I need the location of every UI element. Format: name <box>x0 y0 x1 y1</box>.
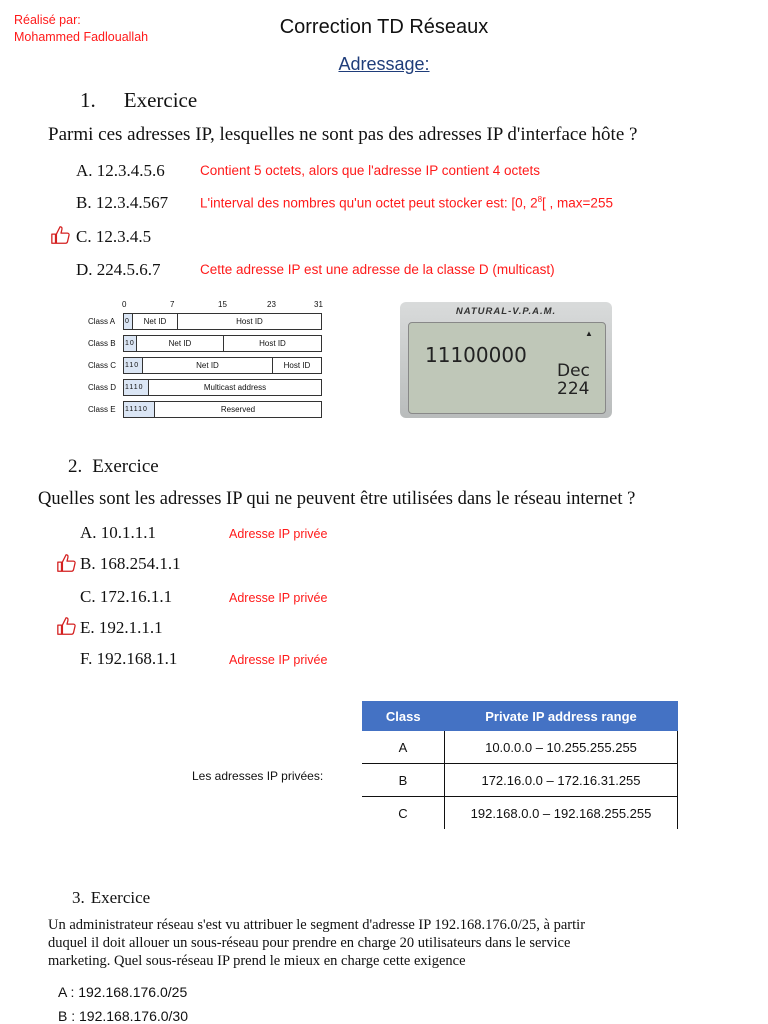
exercise1-option-b: B. 12.3.4.567 <box>76 193 169 212</box>
calculator-cursor-icon: ▲ <box>585 329 593 338</box>
class-b-net: Net ID <box>136 336 224 351</box>
exercise3-number: 3. <box>72 888 85 907</box>
calculator-screen <box>408 322 606 414</box>
exercise1-option-a: A. 12.3.4.5.6 <box>76 161 165 180</box>
ip-class-diagram <box>82 298 332 423</box>
class-a-net: Net ID <box>132 314 178 329</box>
exercise1-option-d: D. 224.5.6.7 <box>76 260 161 279</box>
author-label: Réalisé par: <box>14 13 81 27</box>
class-d-multicast: Multicast address <box>148 380 321 395</box>
bit-tick: 0 <box>122 300 127 309</box>
class-e-reserved: Reserved <box>154 402 321 417</box>
thumbs-up-icon <box>56 552 78 579</box>
exercise2-option-e: E. 192.1.1.1 <box>80 618 163 637</box>
exercise2-question: Quelles sont les adresses IP qui ne peuvent être utilisées dans le réseau internet ? <box>38 489 636 509</box>
table-cell-class: C <box>362 797 445 830</box>
exercise1-heading <box>80 88 197 113</box>
table-cell-range: 10.0.0.0 – 10.255.255.255 <box>445 731 678 764</box>
page-subtitle: Adressage: <box>338 54 430 74</box>
class-c-bits: 110 <box>124 358 142 373</box>
class-d-bar <box>123 379 322 396</box>
table-row <box>362 797 678 830</box>
exercise2-option-f: F. 192.168.1.1 <box>80 649 178 668</box>
class-e-bar <box>123 401 322 418</box>
bit-tick: 23 <box>267 300 276 309</box>
table-row <box>362 764 678 797</box>
class-d-bits: 1110 <box>124 380 148 395</box>
note-b-post: [ , max=255 <box>542 195 613 211</box>
exercise2-heading <box>68 456 159 478</box>
class-a-host: Host ID <box>236 317 263 326</box>
exercise2-note-f: Adresse IP privée <box>229 653 328 667</box>
note-b-sup: 8 <box>537 195 543 204</box>
class-c-label: Class C <box>88 361 117 370</box>
exercise2-option-c: C. 172.16.1.1 <box>80 587 173 606</box>
class-a-bar <box>123 313 322 330</box>
bit-tick: 7 <box>170 300 175 309</box>
exercise1-title: Exercice <box>123 88 198 112</box>
exercise2-note-c: Adresse IP privée <box>229 591 328 605</box>
exercise1-question: Parmi ces adresses IP, lesquelles ne sont pas des adresses IP d'interface hôte ? <box>48 124 638 145</box>
page-title: Correction TD Réseaux <box>279 16 489 38</box>
exercise2-option-b: B. 168.254.1.1 <box>80 554 181 573</box>
class-a-bits: 0 <box>124 314 132 329</box>
exercise1-note-a: Contient 5 octets, alors que l'adresse IP contient 4 octets <box>200 163 541 178</box>
class-c-host: Host ID <box>283 361 311 370</box>
bit-tick: 31 <box>314 300 323 309</box>
bit-tick: 15 <box>218 300 227 309</box>
table-header-class: Class <box>362 701 445 731</box>
exercise3-title: Exercice <box>90 888 151 907</box>
calculator-binary: 11100000 <box>425 343 527 367</box>
exercise3-option-b: B : 192.168.176.0/30 <box>58 1008 188 1024</box>
exercise3-heading <box>72 888 150 908</box>
table-header-range: Private IP address range <box>445 701 678 731</box>
calculator-mode: Dec <box>557 361 590 381</box>
table-cell-range: 192.168.0.0 – 192.168.255.255 <box>445 797 678 830</box>
private-ip-table <box>362 701 678 829</box>
exercise1-note-d: Cette adresse IP est une adresse de la classe D (multicast) <box>200 262 555 277</box>
class-b-host: Host ID <box>259 339 286 348</box>
exercise2-option-a: A. 10.1.1.1 <box>80 523 157 542</box>
calculator-decimal: 224 <box>557 379 590 399</box>
table-cell-class: B <box>362 764 445 797</box>
class-c-net: Net ID <box>142 358 273 373</box>
exercise2-number: 2. <box>68 456 83 477</box>
thumbs-up-icon <box>50 224 72 251</box>
exercise1-number: 1. <box>80 88 96 112</box>
calculator-brand: NATURAL-V.P.A.M. <box>455 306 557 317</box>
class-d-label: Class D <box>88 383 117 392</box>
exercise3-question-line: duquel il doit allouer un sous-réseau pour prendre en charge 20 utilisateurs dans le service <box>48 935 571 951</box>
exercise1-note-b <box>200 195 613 211</box>
class-a-label: Class A <box>88 317 116 326</box>
class-e-label: Class E <box>88 405 116 414</box>
exercise2-title: Exercice <box>92 456 159 477</box>
table-header-row <box>362 701 678 731</box>
class-b-label: Class B <box>88 339 116 348</box>
private-table-caption: Les adresses IP privées: <box>192 769 324 783</box>
class-b-bar <box>123 335 322 352</box>
note-b-pre: L'interval des nombres qu'un octet peut stocker est: [0, 2 <box>200 195 538 211</box>
table-row <box>362 731 678 764</box>
exercise3-question-line: marketing. Quel sous-réseau IP prend le mieux en charge cette exigence <box>48 953 466 969</box>
exercise3-question-line: Un administrateur réseau s'est vu attribuer le segment d'adresse IP 192.168.176.0/25, à partir <box>48 917 586 933</box>
thumbs-up-icon <box>56 615 78 642</box>
exercise1-option-c: C. 12.3.4.5 <box>76 227 152 246</box>
class-e-bits: 11110 <box>124 402 154 417</box>
exercise2-note-a: Adresse IP privée <box>229 527 328 541</box>
table-cell-range: 172.16.0.0 – 172.16.31.255 <box>445 764 678 797</box>
exercise3-question <box>48 916 585 970</box>
author-name: Mohammed Fadlouallah <box>14 30 149 44</box>
calculator-display <box>400 302 612 418</box>
class-c-bar <box>123 357 322 374</box>
table-cell-class: A <box>362 731 445 764</box>
class-b-bits: 10 <box>124 336 136 351</box>
exercise3-option-a: A : 192.168.176.0/25 <box>58 984 188 1000</box>
